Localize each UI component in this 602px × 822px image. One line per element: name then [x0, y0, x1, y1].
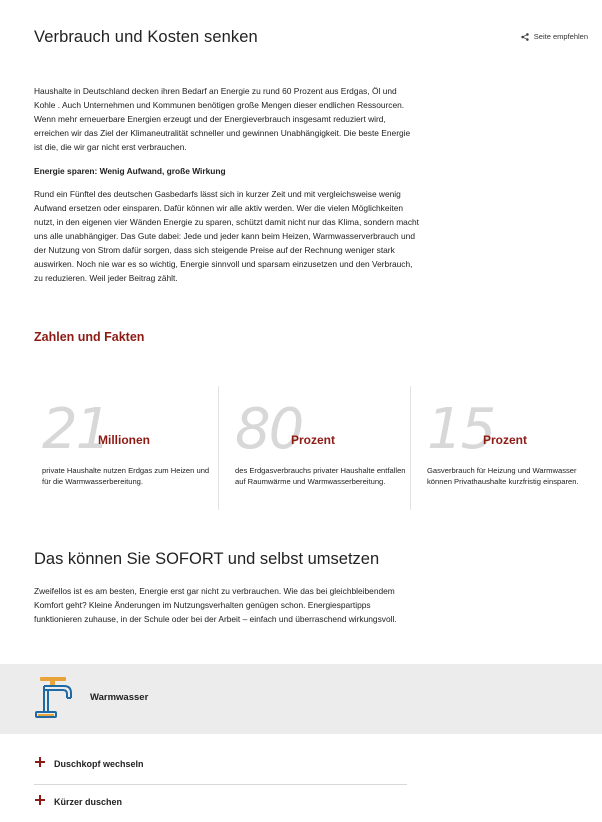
page-header	[34, 28, 588, 52]
fact-households	[26, 386, 218, 510]
sofort-heading: Das können Sie SOFORT und selbst umsetzen	[34, 550, 380, 568]
fact-unit: Millionen	[98, 433, 150, 447]
intro-paragraph-2: Rund ein Fünftel des deutschen Gasbedarfs lässt sich in kurzer Zeit und mit vergleichsweise wenig Aufwand ersetzen oder einsparen. Dafür können wir alle aktiv werden. Wer die vielen Möglichkeiten nutzt, in den eigenen vier Wänden Energie zu sparen, schützt damit nicht nur das Klima, sondern macht uns alle unabhängiger. Das Gute dabei: Jede und jeder kann beim Heizen, Warmwasserverbrauch und der Nutzung von Strom dafür sorgen, dass sich steigende Preise auf der Rechnung weniger stark auswirken. Noch nie war es so wichtig, Energie sinnvoll und sparsam einzusetzen und den Verbrauch, zu reduzieren. Weil jeder Beitrag zählt.	[34, 188, 419, 284]
fact-description: Gasverbrauch für Heizung und Warmwasser können Privathaushalte kurzfristig einsparen.	[427, 466, 579, 486]
sofort-paragraph: Zweifellos ist es am besten, Energie erst gar nicht zu verbrauchen. Wie das bei gleichbleibendem Komfort geht? Kleine Änderungen im Nutzungsverhalten genügen schon. Energiespartipps funktionieren zuhause, in der Schule oder bei der Arbeit – einfach und überraschend wirkungsvoll.	[34, 586, 397, 625]
fact-gas-share	[218, 386, 411, 510]
facts-row	[26, 386, 602, 510]
fact-description: private Haushalte nutzen Erdgas zum Heizen und für die Warmwasserbereitung.	[42, 466, 210, 486]
fact-unit: Prozent	[291, 433, 336, 447]
share-label[interactable]: Seite empfehlen	[533, 32, 588, 41]
plus-icon	[34, 794, 46, 806]
accordion-item-kuerzer-duschen[interactable]	[34, 784, 407, 822]
fact-savings	[410, 386, 602, 510]
share-icon	[521, 33, 529, 41]
fact-unit: Prozent	[483, 433, 528, 447]
fact-number: 21	[42, 397, 110, 462]
fact-number: 80	[235, 397, 303, 462]
category-label: Warmwasser	[90, 692, 149, 703]
accordion-label[interactable]: Kürzer duschen	[54, 797, 123, 807]
fact-description: des Erdgasverbrauchs privater Haushalte entfallen auf Raumwärme und Warmwasserbereitung.	[235, 466, 406, 486]
fact-number: 15	[427, 397, 495, 462]
category-band-warmwasser	[0, 664, 602, 734]
share-link[interactable]	[521, 32, 588, 41]
intro-section	[34, 84, 420, 295]
facts-heading: Zahlen und Fakten	[34, 330, 145, 344]
accordion-item-duschkopf[interactable]	[34, 746, 407, 785]
intro-subheading: Energie sparen: Wenig Aufwand, große Wirkung	[34, 166, 226, 177]
faucet-icon	[34, 676, 76, 720]
intro-paragraph-1: Haushalte in Deutschland decken ihren Bedarf an Energie zu rund 60 Prozent aus Erdgas, Öl und Kohle . Auch Unternehmen und Kommunen benötigen große Mengen dieser endlichen Ressourcen. Wenn mehr erneuerbare Energien erzeugt und der Energieverbrauch insgesamt reduziert wird, erreichen wir das Ziel der Klimaneutralität schneller und gewinnen Unabhängigkeit. Die beste Energie ist die, die wir gar nicht erst verbrauchen.	[34, 86, 411, 153]
page-title: Verbrauch und Kosten senken	[34, 28, 258, 46]
plus-icon	[34, 756, 46, 768]
accordion-label[interactable]: Duschkopf wechseln	[54, 759, 144, 769]
